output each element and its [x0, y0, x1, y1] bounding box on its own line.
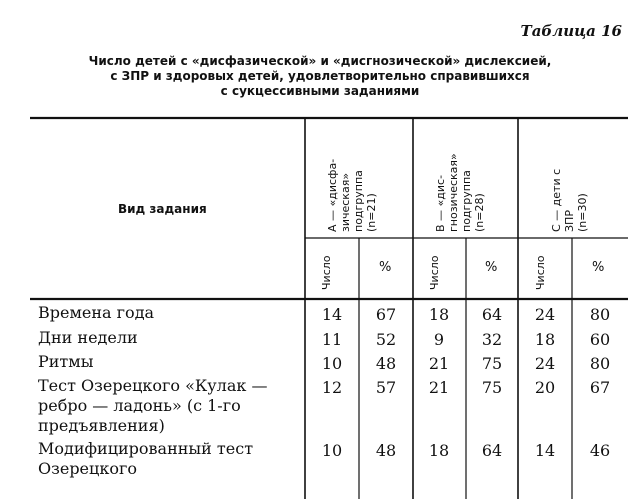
- subheader-count-b: Число: [428, 255, 441, 290]
- table-row-label: [38, 376, 267, 436]
- subheader-percent-c: %: [592, 260, 605, 275]
- row-label-line: Модифицированный тест: [38, 439, 254, 458]
- table-row-label: [38, 439, 253, 479]
- table-cell: 67: [589, 378, 611, 397]
- header-task-type: Вид задания: [118, 202, 207, 216]
- header-line: (n=21): [365, 193, 378, 232]
- title-line: Число детей с «дисфазической» и «дисгнозической» дислексией,: [88, 54, 552, 68]
- header-line: В — «дис-: [434, 174, 447, 232]
- header-group-a: [326, 159, 378, 232]
- table-cell: 20: [534, 378, 556, 397]
- table-caption: Таблица 16: [520, 22, 622, 40]
- row-label-line: Дни недели: [38, 328, 138, 347]
- table-cell: 48: [375, 354, 397, 373]
- table-cell: 64: [481, 305, 503, 324]
- row-label-line: предъявления): [38, 416, 165, 435]
- table-cell: 32: [481, 330, 503, 349]
- header-group-b: [434, 153, 486, 232]
- table-cell: 14: [321, 305, 343, 324]
- subheader-count-a: Число: [320, 255, 333, 290]
- table-cell: 9: [433, 330, 445, 349]
- header-line: подгруппа: [352, 170, 365, 232]
- table-cell: 18: [428, 305, 450, 324]
- table-cell: 80: [589, 354, 611, 373]
- table-cell: 10: [321, 441, 343, 460]
- header-line: А — «дисфа-: [326, 158, 339, 232]
- table-cell: 14: [534, 441, 556, 460]
- row-label-line: Ритмы: [38, 352, 94, 371]
- table-cell: 57: [375, 378, 397, 397]
- table-cell: 52: [375, 330, 397, 349]
- title-line: с ЗПР и здоровых детей, удовлетворительно справившихся: [110, 69, 530, 83]
- table-cell: 75: [481, 354, 503, 373]
- table-cell: 12: [321, 378, 343, 397]
- header-line: подгруппа: [460, 170, 473, 232]
- header-line: (n=30): [576, 193, 589, 232]
- header-group-c: [550, 169, 589, 232]
- header-line: (n=28): [473, 193, 486, 232]
- table-cell: 48: [375, 441, 397, 460]
- table-cell: 80: [589, 305, 611, 324]
- table-cell: 18: [534, 330, 556, 349]
- table-cell: 21: [428, 378, 450, 397]
- subheader-percent-b: %: [485, 260, 498, 275]
- table-cell: 18: [428, 441, 450, 460]
- table-cell: 24: [534, 354, 556, 373]
- table-cell: 10: [321, 354, 343, 373]
- table-cell: 21: [428, 354, 450, 373]
- row-label-line: ребро — ладонь» (с 1-го: [38, 396, 241, 415]
- row-label-line: Озерецкого: [38, 459, 137, 478]
- table-cell: 24: [534, 305, 556, 324]
- table-cell: 64: [481, 441, 503, 460]
- table-cell: 67: [375, 305, 397, 324]
- table-cell: 60: [589, 330, 611, 349]
- row-label-line: Времена года: [38, 303, 155, 322]
- title-line: с сукцессивными заданиями: [220, 84, 420, 98]
- table-cell: 11: [321, 330, 343, 349]
- row-label-line: Тест Озерецкого «Кулак —: [38, 376, 268, 395]
- header-line: С — дети с: [550, 168, 563, 232]
- table-row-label: [38, 352, 93, 372]
- table-row-label: [38, 328, 138, 348]
- table-cell: 46: [589, 441, 611, 460]
- table-cell: 75: [481, 378, 503, 397]
- table-row-label: [38, 303, 154, 323]
- header-line: зическая»: [339, 172, 352, 232]
- header-line: гнозическая»: [447, 153, 460, 232]
- header-line: ЗПР: [563, 210, 576, 232]
- subheader-count-c: Число: [534, 255, 547, 290]
- subheader-percent-a: %: [379, 260, 392, 275]
